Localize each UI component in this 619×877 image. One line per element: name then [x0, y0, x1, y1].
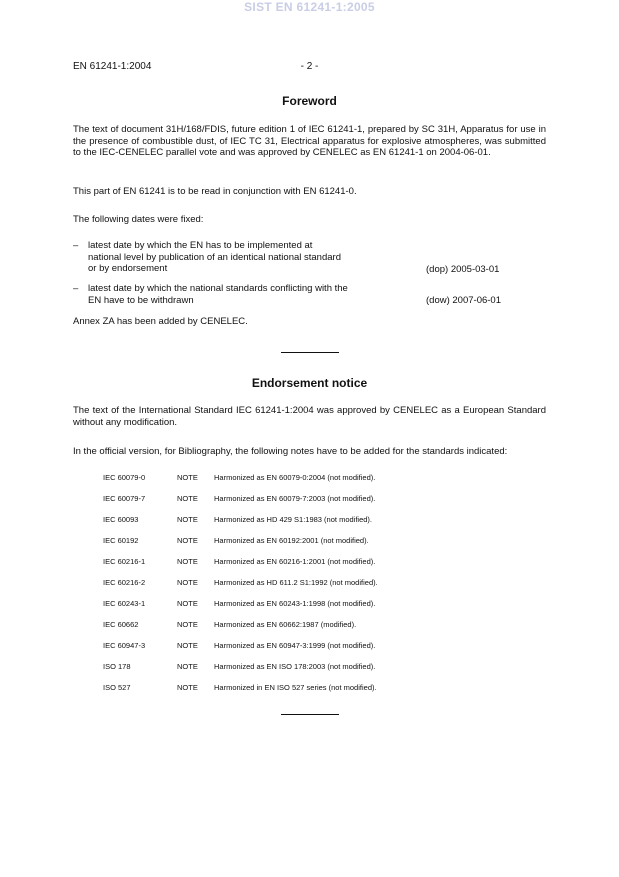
note-label: NOTE: [177, 620, 198, 629]
watermark: SIST EN 61241-1:2005: [244, 0, 375, 14]
page-number: - 2 -: [300, 61, 319, 72]
harmonized-note: Harmonized as EN 60216-1:2001 (not modified).: [214, 557, 376, 566]
section-divider: [281, 352, 339, 353]
date-item-dop: [73, 240, 546, 275]
note-label: NOTE: [177, 662, 198, 671]
note-label: NOTE: [177, 578, 198, 587]
date-item-text: latest date by which the national standards conflicting with the EN have to be withdrawn: [88, 283, 348, 306]
foreword-paragraph-3: The following dates were fixed:: [73, 214, 204, 225]
standard-id: IEC 60216-1: [103, 557, 146, 566]
harmonized-note: Harmonized as HD 429 S1:1983 (not modified).: [214, 515, 372, 524]
note-label: NOTE: [177, 599, 198, 608]
standard-id: IEC 60947-3: [103, 641, 146, 650]
date-item-code: (dow) 2007-06-01: [426, 294, 501, 306]
date-item-dow: [73, 283, 546, 306]
harmonized-note: Harmonized as EN ISO 178:2003 (not modified).: [214, 662, 376, 671]
date-item-code: (dop) 2005-03-01: [426, 263, 500, 275]
foreword-paragraph-2: This part of EN 61241 is to be read in conjunction with EN 61241-0.: [73, 186, 357, 197]
section-divider: [281, 714, 339, 715]
note-label: NOTE: [177, 683, 198, 692]
harmonized-note: Harmonized as EN 60079-0:2004 (not modified).: [214, 473, 376, 482]
standard-id: IEC 60079-0: [103, 473, 146, 482]
standard-id: IEC 60192: [103, 536, 139, 545]
harmonized-note: Harmonized as EN 60662:1987 (modified).: [214, 620, 357, 629]
note-label: NOTE: [177, 641, 198, 650]
foreword-paragraph-1: The text of document 31H/168/FDIS, future edition 1 of IEC 61241-1, prepared by SC 31H, Apparatus for use in the presence of combustible dust, of IEC TC 31, Electrical apparatus for explosive atmospheres, was submitted to the IEC-CENELEC parallel vote and was approved by CENELEC as EN 61241-1 on 2004-06-01.: [73, 124, 546, 158]
harmonized-note: Harmonized as EN 60947-3:1999 (not modified).: [214, 641, 376, 650]
standard-id: IEC 60662: [103, 620, 139, 629]
note-label: NOTE: [177, 536, 198, 545]
standard-id: ISO 527: [103, 683, 131, 692]
standard-id: IEC 60093: [103, 515, 139, 524]
standard-id: IEC 60079-7: [103, 494, 146, 503]
harmonized-note: Harmonized as EN 60192:2001 (not modified).: [214, 536, 369, 545]
note-label: NOTE: [177, 557, 198, 566]
foreword-paragraph-4: Annex ZA has been added by CENELEC.: [73, 316, 248, 327]
harmonized-note: Harmonized as EN 60243-1:1998 (not modified).: [214, 599, 376, 608]
note-label: NOTE: [177, 494, 198, 503]
note-label: NOTE: [177, 473, 198, 482]
note-label: NOTE: [177, 515, 198, 524]
standard-id: IEC 60216-2: [103, 578, 146, 587]
endorsement-paragraph-2: In the official version, for Bibliography, the following notes have to be added for the standards indicated:: [73, 446, 508, 457]
harmonized-note: Harmonized in EN ISO 527 series (not modified).: [214, 683, 377, 692]
endorsement-paragraph-1: The text of the International Standard IEC 61241-1:2004 was approved by CENELEC as a European Standard without any modification.: [73, 405, 546, 428]
endorsement-heading: Endorsement notice: [251, 376, 368, 390]
standard-id: IEC 60243-1: [103, 599, 146, 608]
bullet-dash: –: [73, 283, 79, 294]
standard-id: ISO 178: [103, 662, 131, 671]
harmonized-note: Harmonized as EN 60079-7:2003 (not modified).: [214, 494, 376, 503]
date-item-text: latest date by which the EN has to be implemented at national level by publication of an identical national standard or by endorsement: [88, 240, 341, 274]
harmonized-note: Harmonized as HD 611.2 S1:1992 (not modified).: [214, 578, 378, 587]
bullet-dash: –: [73, 240, 79, 251]
foreword-heading: Foreword: [282, 94, 337, 108]
document-id: EN 61241-1:2004: [73, 61, 152, 72]
